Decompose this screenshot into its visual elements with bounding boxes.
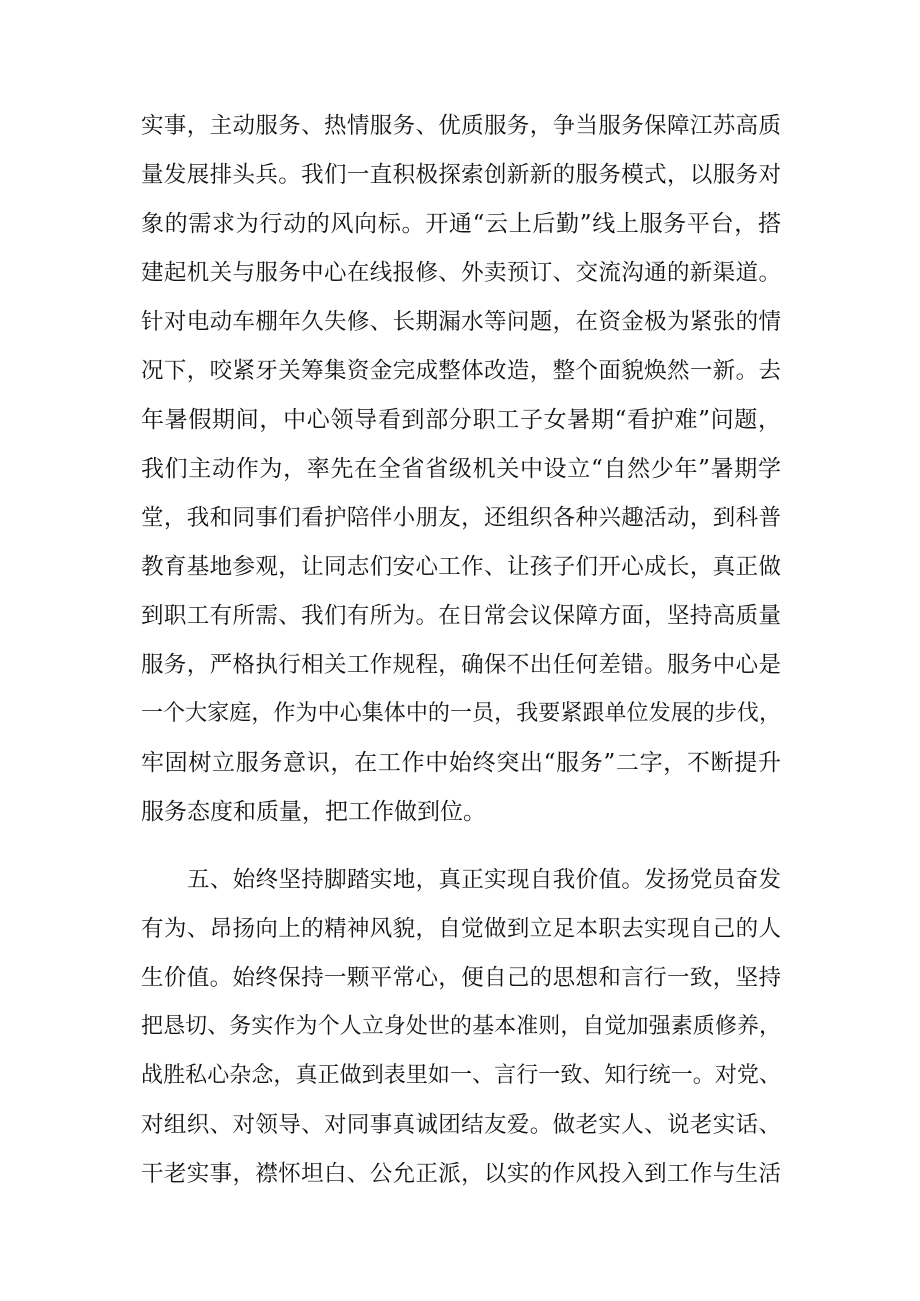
paragraph-1-line-1: 实事，主动服务、热情服务、优质服务，争当服务保障江苏高质 [141,113,781,139]
paragraph-2-line-1: 五、始终坚持脚踏实地，真正实现自我价值。发扬党员奋发 [187,867,781,893]
paragraph-2-line-7: 干老实事，襟怀坦白、公允正派，以实的作风投入到工作与生活 [141,1161,781,1187]
paragraph-2-line-2: 有为、昂扬向上的精神风貌，自觉做到立足本职去实现自己的人 [141,916,781,942]
paragraph-2-line-5: 战胜私心杂念，真正做到表里如一、言行一致、知行统一。对党、 [141,1063,781,1088]
paragraph-1-line-9: 堂，我和同事们看护陪伴小朋友，还组织各种兴趣活动，到科普 [141,505,781,531]
paragraph-2-line-6: 对组织、对领导、对同事真诚团结友爱。做老实人、说老实话、 [141,1112,781,1138]
paragraph-1-line-14: 牢固树立服务意识，在工作中始终突出“服务”二字，不断提升 [141,750,781,776]
paragraph-1-line-11: 到职工有所需、我们有所为。在日常会议保障方面，坚持高质量 [141,603,781,629]
paragraph-1-line-7: 年暑假期间，中心领导看到部分职工子女暑期“看护难”问题， [141,407,781,433]
paragraph-1-line-6: 况下，咬紧牙关筹集资金完成整体改造，整个面貌焕然一新。去 [141,358,781,384]
paragraph-1-line-10: 教育基地参观，让同志们安心工作、让孩子们开心成长，真正做 [141,554,781,580]
paragraph-1-line-5: 针对电动车棚年久失修、长期漏水等问题，在资金极为紧张的情 [141,309,781,335]
paragraph-1-line-4: 建起机关与服务中心在线报修、外卖预订、交流沟通的新渠道。 [141,260,781,286]
paragraph-1-line-12: 服务，严格执行相关工作规程，确保不出任何差错。服务中心是 [141,652,781,678]
paragraph-1-line-8: 我们主动作为，率先在全省省级机关中设立“自然少年”暑期学 [141,456,781,482]
paragraph-1-line-15: 服务态度和质量，把工作做到位。 [141,799,486,825]
paragraph-1-line-3: 象的需求为行动的风向标。开通“云上后勤”线上服务平台，搭 [141,211,781,237]
paragraph-2-line-3: 生价值。始终保持一颗平常心，便自己的思想和言行一致，坚持 [141,965,781,991]
paragraph-1-line-13: 一个大家庭，作为中心集体中的一员，我要紧跟单位发展的步伐， [141,701,781,726]
paragraph-2-line-4: 把恳切、务实作为个人立身处世的基本准则，自觉加强素质修养， [141,1014,781,1039]
paragraph-1-line-2: 量发展排头兵。我们一直积极探索创新新的服务模式，以服务对 [141,162,781,188]
